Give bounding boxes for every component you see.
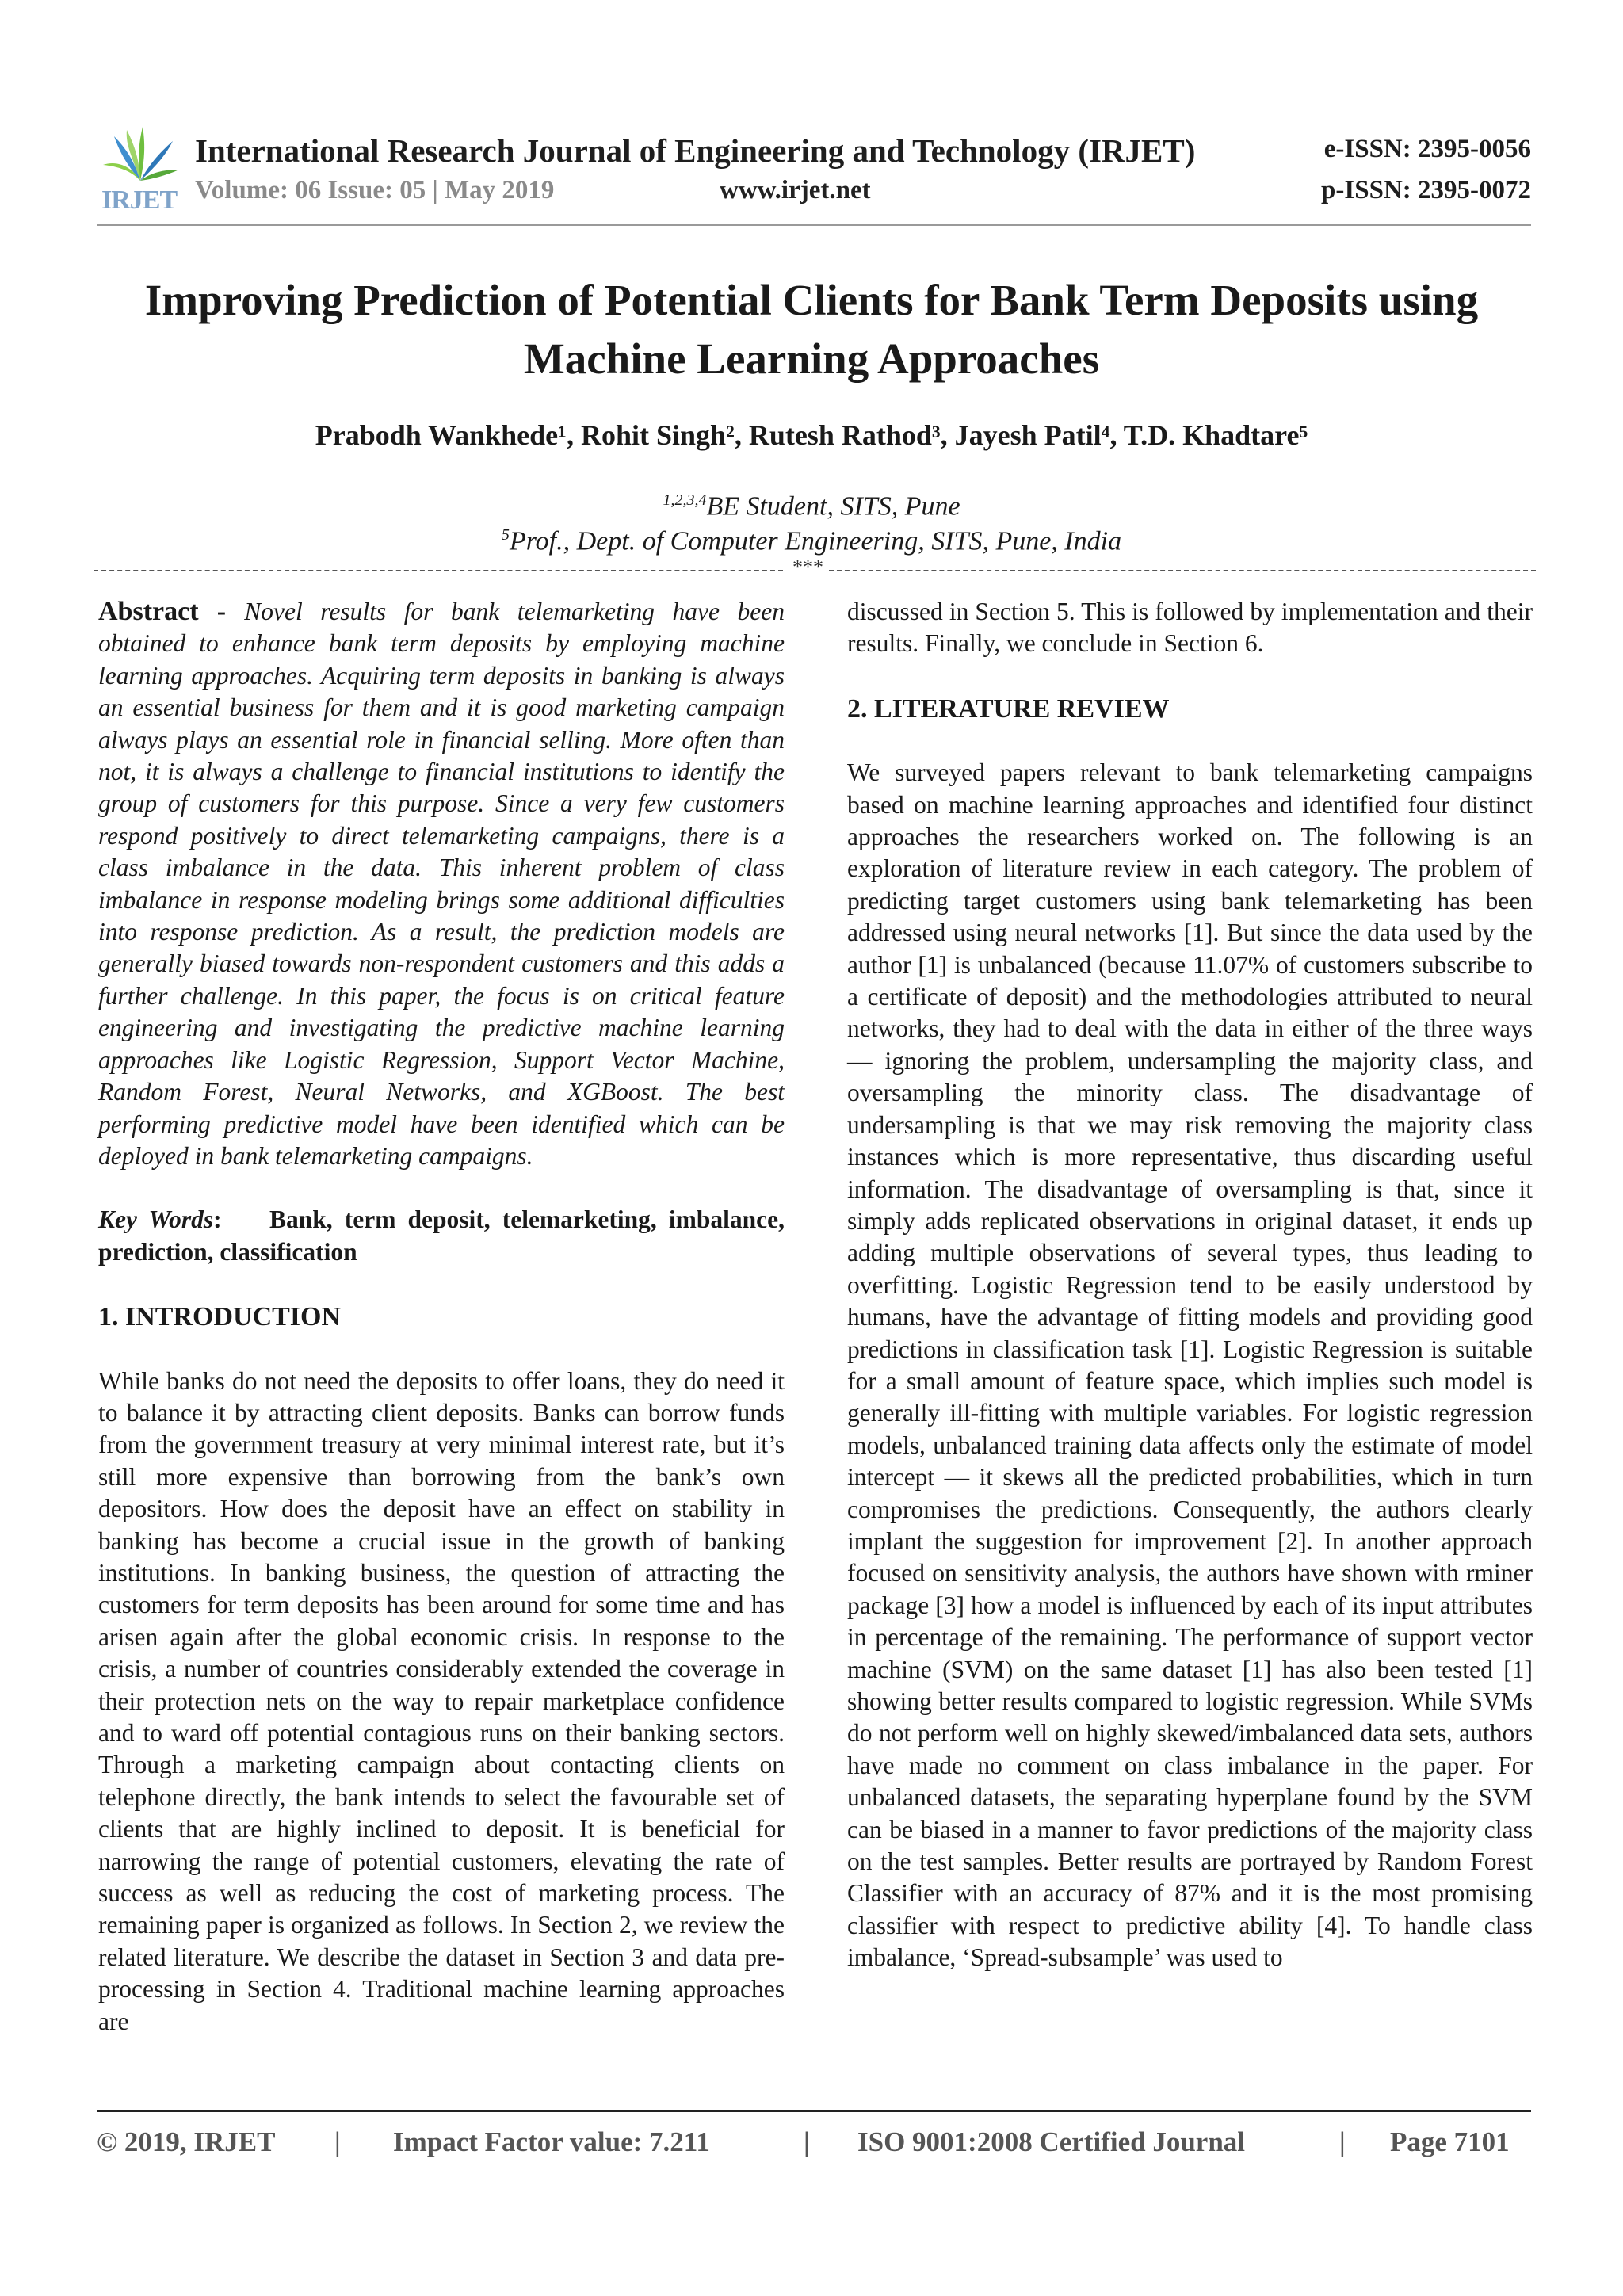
keywords-label: Key Words: [98, 1205, 214, 1234]
footer-iso: ISO 9001:2008 Certified Journal: [857, 2126, 1246, 2157]
abstract: [98, 596, 785, 1172]
page-footer: [97, 2126, 1531, 2166]
section-separator: [94, 559, 1536, 581]
keywords: Key Words: Bank, term deposit, telemarketing, imbalance, prediction, classification: [98, 1205, 785, 1266]
affiliation-text: Prof., Dept. of Computer Engineering, SITS, Pune, India: [509, 526, 1122, 556]
p-issn: p-ISSN: 2395-0072: [1321, 176, 1531, 204]
volume-issue: Volume: 06 Issue: 05 | May 2019: [195, 176, 555, 204]
introduction-text: While banks do not need the deposits to offer loans, they do need it to balance it by attracting client deposits. Banks can borrow funds from the government treasury at very minimal interest rate, but it’s still more expensive than borrowing from the bank’s own depositors. How does the deposit have an effect on stability in banking has become a crucial issue in the growth of banking institutions. In banking business, the question of attracting the customers for term deposits has been around for some time and has arisen again after the global economic crisis. In response to the crisis, a number of countries considerably extended the coverage in their protection nets on the way to repair marketplace confidence and to ward off potential contagious runs on their banking sectors. Through a marketing campaign about contacting clients on telephone directly, the bank intends to select the favourable set of clients that are highly inclined to deposit. It is beneficial for narrowing the range of potential customers, elevating the rate of success as well as reducing the cost of marketing process. The remaining paper is organized as follows. In Section 2, we review the related literature. We describe the dataset in Section 3 and data pre-processing in Section 4. Traditional machine learning approaches are: [98, 1366, 785, 2035]
literature-review-text: We surveyed papers relevant to bank telemarketing campaigns based on machine learning approaches and identified four distinct approaches the researchers worked on. The following is an exploration of literature review in each category. The problem of predicting target customers using bank telemarketing has been addressed using neural networks [1]. But since the data used by the author [1] is unbalanced (because 11.07% of customers subscribe to a certificate of deposit) and the methodologies attributed to neural networks, they had to deal with the data in either of the three ways — ignoring the problem, undersampling the majority class, and oversampling the minority class. The disadvantage of undersampling is that we may risk removing the majority class instances which is more representative, thus discarding useful information. The disadvantage of oversampling is that, since it simply adds replicated observations in original dataset, it ends up adding multiple observations of several types, thus leading to overfitting. Logistic Regression tend to be easily understood by humans, have the advantage of fitting models and providing good predictions in classification task [1]. Logistic Regression is suitable for a small amount of feature space, which implies such model is generally ill-fitting with multiple variables. For logistic regression models, unbalanced training data affects only the estimate of model intercept — it skews all the predicted probabilities, which in turn compromises the predictions. Consequently, the authors clearly implant the suggestion for improvement [2]. In another approach focused on sensitivity analysis, the authors have shown with rminer package [3] how a model is influenced by each of its input attributes in percentage of the remaining. The performance of support vector machine (SVM) on the same dataset [1] has also been tested [1] showing better results compared to logistic regression. While SVMs do not perform well on highly skewed/imbalanced data sets, authors have made no comment on class imbalance in the paper. For unbalanced datasets, the separating hyperplane found by the SVM can be biased in a manner to favor predictions of the majority class on the test samples. Better results are portrayed by Random Forest Classifier with an accuracy of 87% and it is the most promising classifier with respect to predictive ability [4]. To handle class imbalance, ‘Spread-subsample’ was used to: [847, 758, 1533, 1972]
section-heading-introduction: 1. INTRODUCTION: [98, 1302, 342, 1332]
footer-divider: [97, 2110, 1531, 2112]
introduction-continued: discussed in Section 5. This is followed by implementation and their results. Finally, we conclude in Section 6.: [847, 598, 1533, 658]
footer-divider-mark: |: [334, 2126, 341, 2157]
abstract-label: Abstract -: [98, 597, 245, 626]
affiliation-text: BE Student, SITS, Pune: [706, 491, 960, 521]
paper-title: Improving Prediction of Potential Clients for Bank Term Deposits using Machine Learning Approaches: [144, 276, 1479, 383]
footer-page-number: Page 7101: [1390, 2126, 1510, 2157]
affiliation-students: [71, 491, 1552, 521]
right-column: [847, 596, 1533, 1974]
separator-stars: ***: [792, 559, 823, 579]
abstract-text: Novel results for bank telemarketing have been obtained to enhance bank term deposits by employing machine learning approaches. Acquiring term deposits in banking is always an essential business for them and it is good marketing campaign always plays an essential role in financial selling. More often than not, it is always a challenge to financial institutions to identify the group of customers for this purpose. Since a very few customers respond positively to direct telemarketing campaigns, there is a class imbalance in the data. This inherent problem of class imbalance in response modeling brings some additional difficulties into response prediction. As a result, the prediction models are generally biased towards non-respondent customers and this adds a further challenge. In this paper, the focus is on critical feature engineering and investigating the predictive machine learning approaches like Logistic Regression, Support Vector Machine, Random Forest, Neural Networks, and XGBoost. The best performing predictive model have been identified which can be deployed in bank telemarketing campaigns.: [98, 598, 785, 1170]
journal-url[interactable]: www.irjet.net: [720, 176, 871, 204]
journal-header: [97, 119, 1531, 214]
footer-copyright: © 2019, IRJET: [97, 2126, 276, 2157]
footer-divider-mark: |: [1339, 2126, 1346, 2157]
keywords-text: Bank, term deposit, telemarketing, imbalance, prediction, classification: [98, 1205, 785, 1266]
affiliation-marker: 1,2,3,4: [663, 491, 707, 509]
author-list: Prabodh Wankhede¹, Rohit Singh², Rutesh Rathod³, Jayesh Patil⁴, T.D. Khadtare⁵: [315, 419, 1308, 451]
logo-text: IRJET: [101, 185, 178, 215]
header-divider: [97, 224, 1531, 226]
e-issn: e-ISSN: 2395-0056: [1323, 135, 1531, 163]
section-heading-literature-review: 2. LITERATURE REVIEW: [847, 693, 1170, 724]
affiliation-marker: 5: [501, 526, 510, 544]
journal-title: International Research Journal of Engineering and Technology (IRJET): [195, 132, 1196, 169]
footer-impact-factor: Impact Factor value: 7.211: [393, 2126, 710, 2157]
footer-divider-mark: |: [804, 2126, 810, 2157]
affiliation-professor: [71, 526, 1552, 556]
left-column: [98, 596, 785, 2038]
